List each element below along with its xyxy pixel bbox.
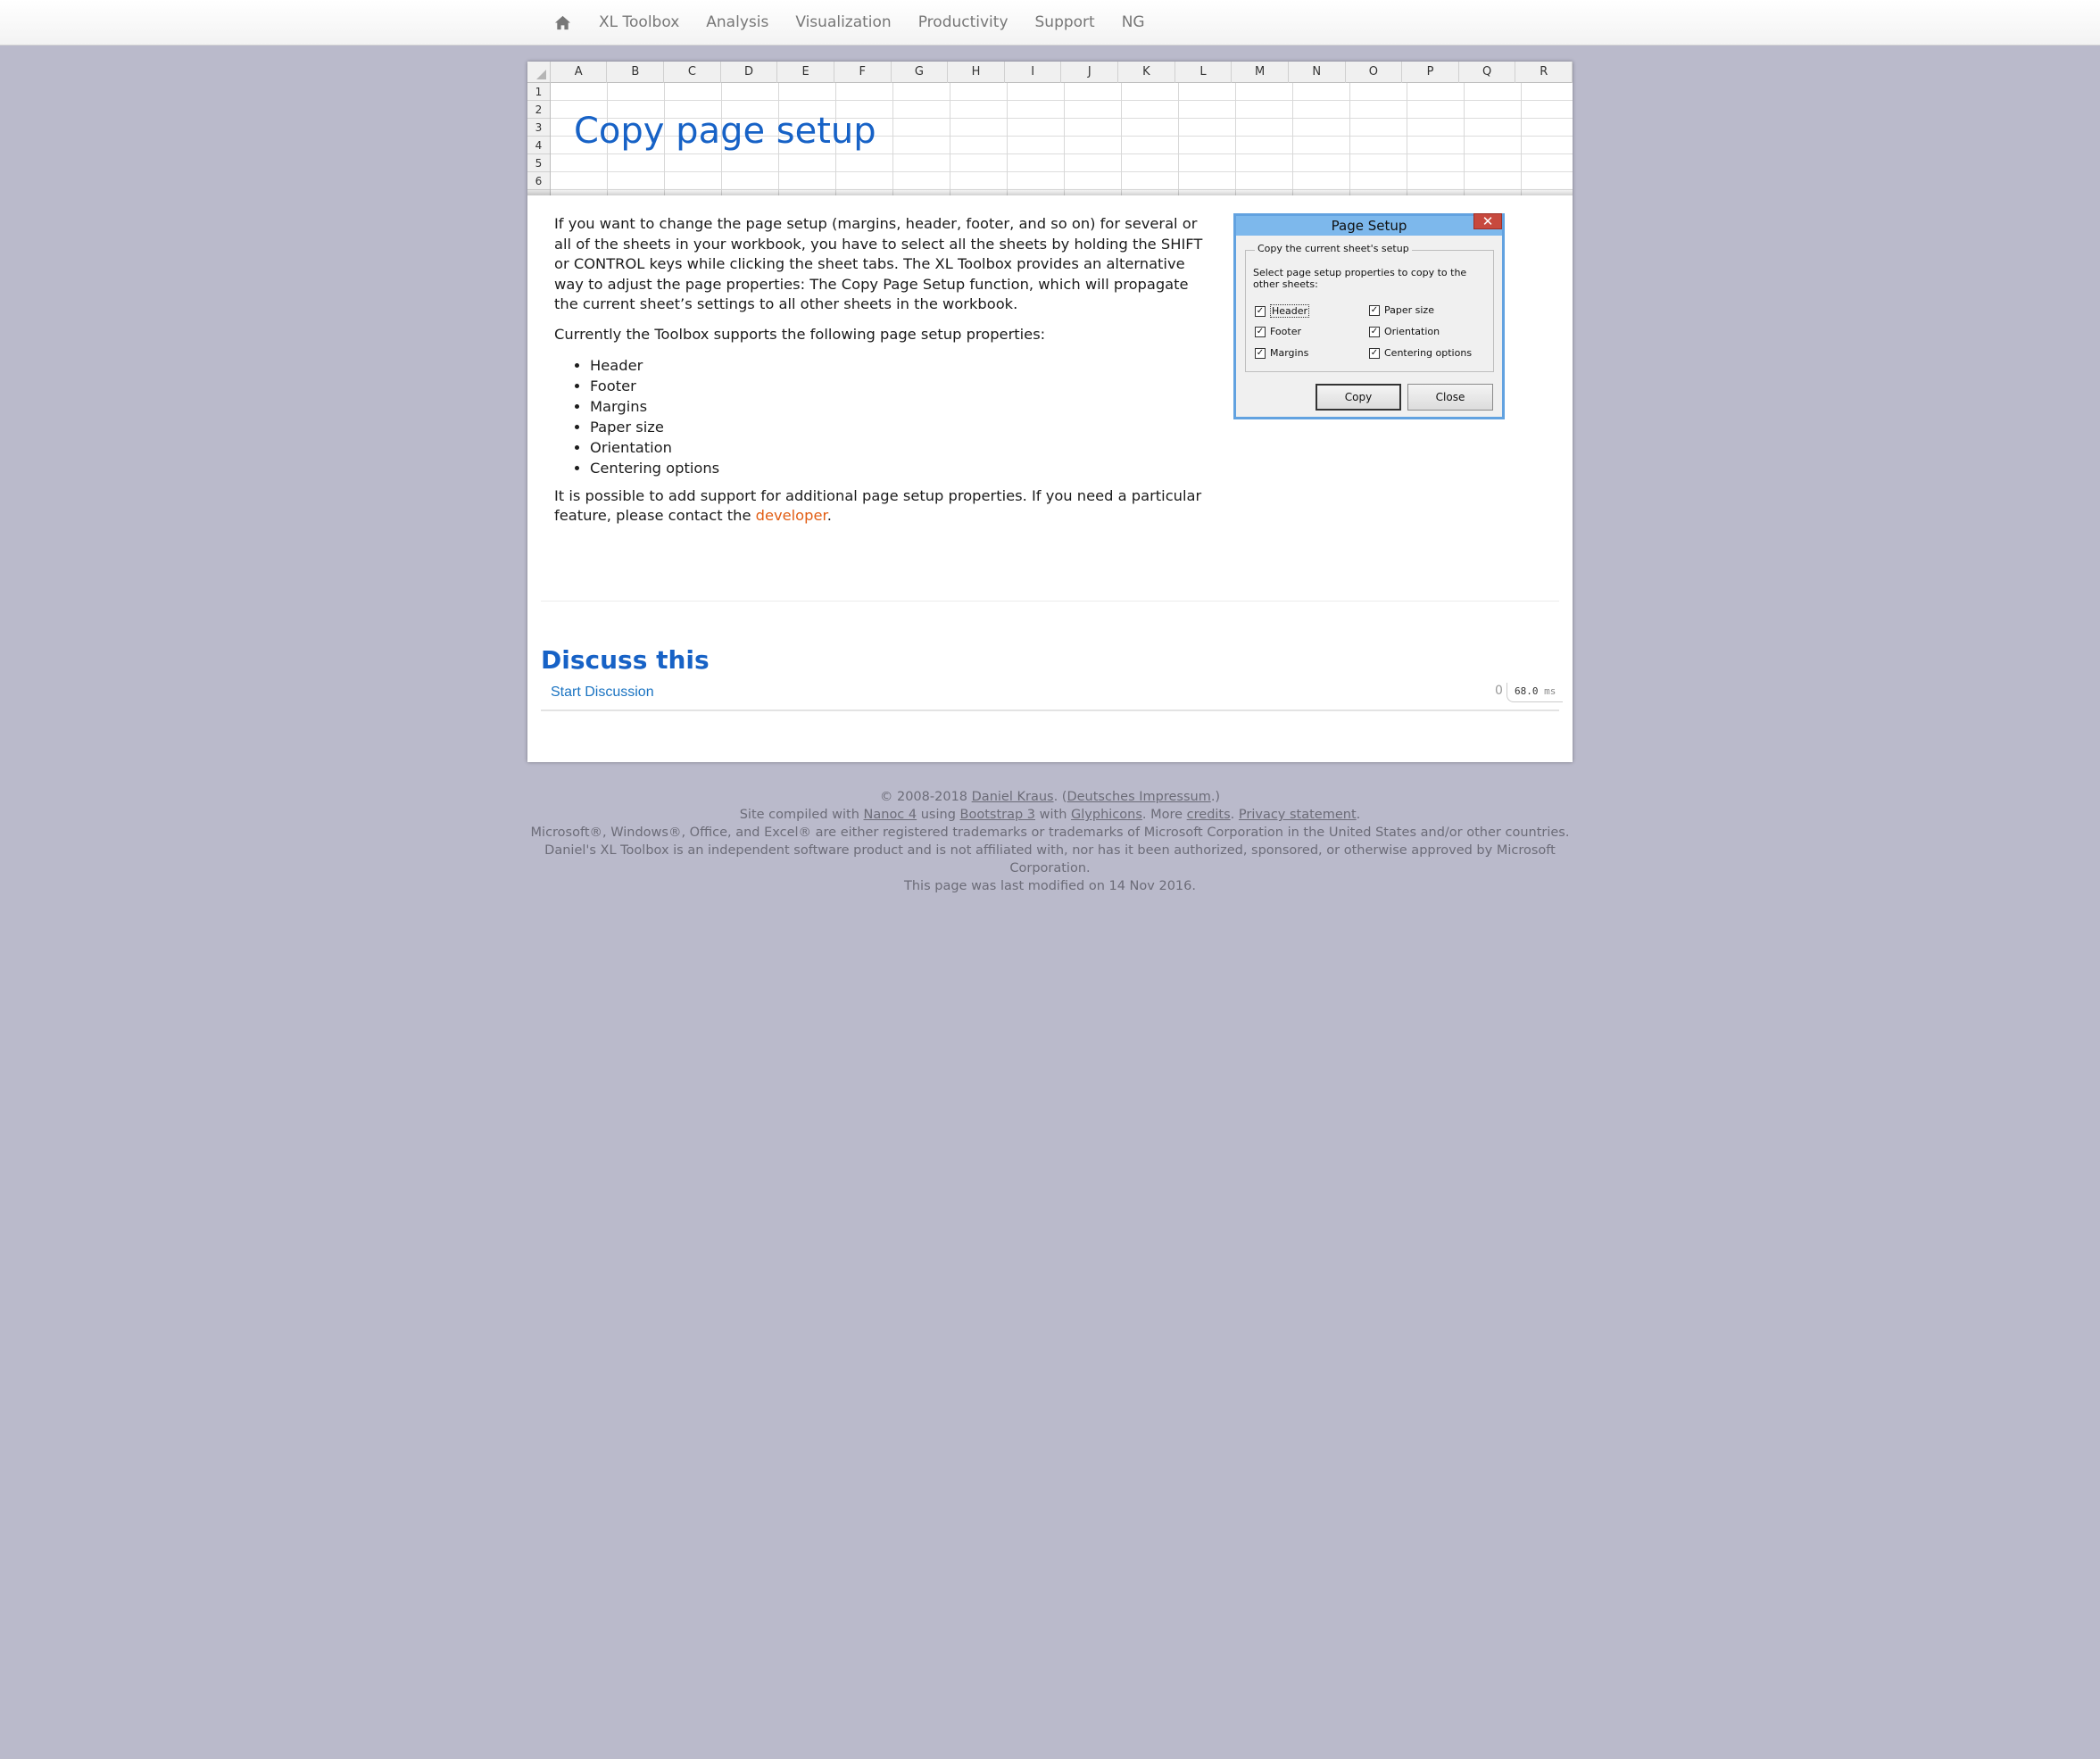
page-setup-dialog-image xyxy=(1233,213,1505,419)
checkbox-icon: ✓ xyxy=(1370,304,1379,315)
check-paper-size xyxy=(1369,304,1434,316)
column-header: F xyxy=(834,62,892,83)
check-label: Paper size xyxy=(1384,304,1434,316)
copyright-text: © 2008-2018 xyxy=(879,790,972,804)
timing-unit: ms xyxy=(1544,685,1556,697)
divider xyxy=(541,601,1559,602)
outro-end: . xyxy=(826,507,832,525)
list-item: • Orientation xyxy=(590,437,1206,458)
column-header: G xyxy=(892,62,949,83)
checkbox-icon: ✓ xyxy=(1256,347,1265,358)
impressum-close: .) xyxy=(1210,790,1221,804)
nav-analysis[interactable]: Analysis xyxy=(706,13,769,31)
row-headers xyxy=(527,83,551,195)
column-header: N xyxy=(1289,62,1346,83)
row-header: 1 xyxy=(527,83,550,101)
checkbox-icon: ✓ xyxy=(1256,305,1265,316)
list-item: • Header xyxy=(590,355,1206,376)
credits-link[interactable]: credits xyxy=(1186,808,1231,822)
check-orientation xyxy=(1369,326,1440,337)
divider xyxy=(541,709,1559,711)
timing-value: 68.0 xyxy=(1515,685,1539,697)
author-link[interactable]: Daniel Kraus xyxy=(971,790,1054,804)
dialog-group xyxy=(1245,243,1494,372)
column-header: D xyxy=(721,62,778,83)
dialog-close-button: Close xyxy=(1407,384,1493,411)
dialog-title: Page Setup xyxy=(1331,218,1407,234)
glyphicons-link[interactable]: Glyphicons xyxy=(1071,808,1142,822)
trademarks-line: Microsoft®, Windows®, Office, and Excel® are either registered trademarks or trademarks of Microsoft Corporation in the United States and/or other countries. xyxy=(530,826,1570,840)
page-title: Copy page setup xyxy=(574,111,876,152)
column-header: R xyxy=(1515,62,1573,83)
list-item: • Paper size xyxy=(590,417,1206,437)
column-header: B xyxy=(607,62,664,83)
column-header: P xyxy=(1402,62,1459,83)
copyright-line xyxy=(527,788,1573,806)
dialog-description: Select page setup properties to copy to the other sheets: xyxy=(1253,267,1467,290)
row-header: 5 xyxy=(527,154,550,172)
row-header: 4 xyxy=(527,137,550,154)
check-centering-options xyxy=(1369,347,1472,359)
checkbox-icon: ✓ xyxy=(1370,347,1379,358)
group-label: Copy the current sheet's setup xyxy=(1255,243,1412,254)
column-header: H xyxy=(948,62,1005,83)
column-header: E xyxy=(777,62,834,83)
check-label: Footer xyxy=(1270,326,1301,337)
nav-menu xyxy=(539,0,1158,46)
nav-xl-toolbox[interactable]: XL Toolbox xyxy=(599,13,680,31)
comment-count: 0 xyxy=(1495,684,1503,698)
developer-link[interactable]: developer xyxy=(755,507,827,525)
privacy-link[interactable]: Privacy statement xyxy=(1238,808,1357,822)
row-header: 3 xyxy=(527,119,550,137)
page-footer xyxy=(527,788,1573,895)
timing-badge xyxy=(1507,683,1563,702)
main-container xyxy=(527,62,1573,762)
nanoc-link[interactable]: Nanoc 4 xyxy=(863,808,917,822)
select-all-corner xyxy=(527,62,551,83)
column-header: O xyxy=(1346,62,1403,83)
discuss-title: Discuss this xyxy=(541,645,710,675)
check-label: Orientation xyxy=(1384,326,1440,337)
impressum-open: . ( xyxy=(1053,790,1067,804)
impressum-link[interactable]: Deutsches Impressum xyxy=(1067,790,1211,804)
final-dot: . xyxy=(1356,808,1361,822)
dialog-copy-button: Copy xyxy=(1316,384,1401,411)
column-header: L xyxy=(1175,62,1233,83)
compiled-text: Site compiled with xyxy=(739,808,864,822)
column-headers xyxy=(527,62,1573,83)
row-header: 6 xyxy=(527,172,550,190)
article-body xyxy=(554,214,1206,536)
list-item: • Margins xyxy=(590,396,1206,417)
intro-paragraph: If you want to change the page setup (margins, header, footer, and so on) for several or all of the sheets in your workbook, you have to select all the sheets by holding the SHIFT or CONTROL keys while clicking the sheet tabs. The XL Toolbox provides an alternative way to adjust the page properties: The Copy Page Setup function, which will propagate the current sheet’s settings to all other sheets in the workbook. xyxy=(554,215,1203,313)
list-item: • Footer xyxy=(590,376,1206,396)
column-header: Q xyxy=(1459,62,1516,83)
check-footer xyxy=(1255,326,1301,337)
column-header: I xyxy=(1005,62,1062,83)
more-text: . More xyxy=(1141,808,1187,822)
independent-line: Daniel's XL Toolbox is an independent software product and is not affiliated with, nor has it been authorized, sponsored, or otherwise approved by Microsoft Corporation. xyxy=(544,843,1556,875)
outro-paragraph xyxy=(554,486,1206,527)
outro-text: It is possible to add support for additional page setup properties. If you need a particular feature, please contact the xyxy=(554,486,1202,525)
checkbox-icon: ✓ xyxy=(1370,326,1379,336)
nav-productivity[interactable]: Productivity xyxy=(917,13,1008,31)
column-header: C xyxy=(664,62,721,83)
row-header: 2 xyxy=(527,101,550,119)
column-header: K xyxy=(1118,62,1175,83)
separator-text: . xyxy=(1230,808,1239,822)
spreadsheet-header xyxy=(527,62,1573,195)
modified-line: This page was last modified on 14 Nov 2016. xyxy=(904,879,1196,893)
close-icon: ✕ xyxy=(1473,213,1502,229)
using-text: using xyxy=(917,808,960,822)
start-discussion-link[interactable]: Start Discussion xyxy=(551,685,654,700)
dialog-titlebar xyxy=(1236,216,1502,236)
list-item: • Centering options xyxy=(590,458,1206,478)
column-header: A xyxy=(551,62,608,83)
bootstrap-link[interactable]: Bootstrap 3 xyxy=(959,808,1036,822)
checkbox-icon: ✓ xyxy=(1256,326,1265,336)
compiled-line xyxy=(527,806,1573,824)
check-label: Margins xyxy=(1270,347,1309,359)
column-header: J xyxy=(1061,62,1118,83)
check-label: Header xyxy=(1272,305,1308,317)
check-header xyxy=(1255,304,1309,318)
supports-paragraph: Currently the Toolbox supports the following page setup properties: xyxy=(554,325,1046,343)
nav-visualization[interactable]: Visualization xyxy=(795,13,892,31)
check-margins xyxy=(1255,347,1308,359)
home-icon[interactable] xyxy=(539,0,585,46)
nav-support[interactable]: Support xyxy=(1034,13,1095,31)
properties-list xyxy=(590,355,1206,478)
top-navbar xyxy=(0,0,2100,46)
check-label: Centering options xyxy=(1384,347,1473,359)
nav-ng[interactable]: NG xyxy=(1121,13,1145,31)
column-header: M xyxy=(1232,62,1289,83)
with-text: with xyxy=(1035,808,1072,822)
